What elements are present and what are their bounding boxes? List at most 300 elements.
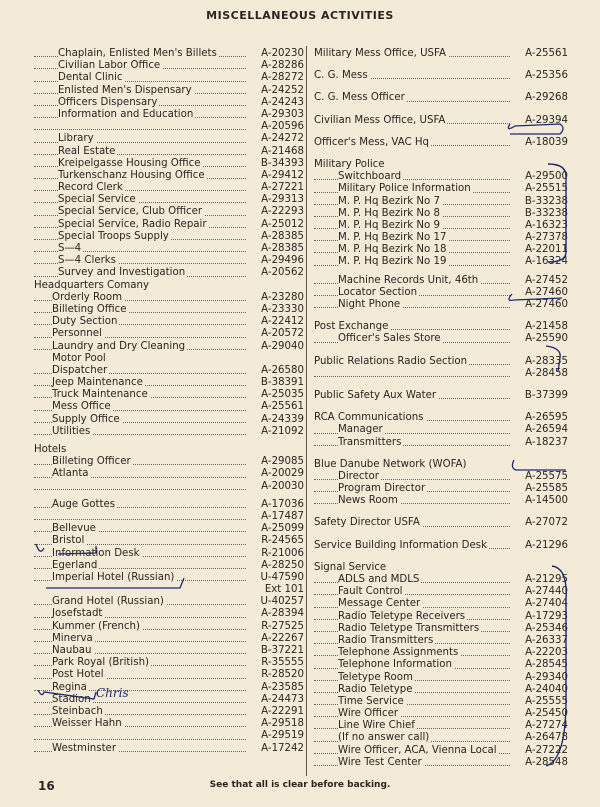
entry-label: Truck Maintenance — [52, 389, 148, 401]
entry-label: Bristol — [52, 535, 85, 547]
entry-phone-number: B-33238 — [524, 207, 568, 219]
directory-entry — [34, 158, 304, 170]
directory-entry — [314, 115, 568, 127]
entry-label: Special Troops Supply — [58, 230, 169, 242]
entry-label: Hotels — [34, 444, 67, 455]
entry-phone-number: A-20030 — [261, 480, 304, 492]
dot-leader — [314, 375, 510, 377]
entry-label: Josefstadt — [52, 608, 103, 620]
entry-label: Wire Test Center — [338, 756, 422, 768]
entry-phone-number: A-27221 — [261, 182, 304, 194]
entry-phone-number: A-22267 — [261, 632, 304, 644]
entry-label: Post Exchange — [314, 321, 389, 333]
entry-label: M. P. Hq Bezirk No 19 — [338, 256, 447, 268]
entry-label: Service Building Information Desk — [314, 539, 487, 551]
entry-phone-number: A-23280 — [261, 291, 304, 303]
entry-phone-number: A-28458 — [525, 367, 568, 379]
directory-entry — [314, 437, 568, 449]
entry-label: Time Service — [338, 695, 404, 707]
entry-phone-number: A-28545 — [525, 659, 568, 671]
entry-label: Special Service, Club Officer — [58, 206, 203, 218]
directory-entry — [34, 645, 304, 657]
entry-label: S—4 — [58, 243, 82, 254]
directory-entry — [314, 137, 568, 149]
directory-entry — [34, 621, 304, 633]
entry-label: Public Safety Aux Water — [314, 389, 437, 401]
entry-label: Weisser Hahn — [52, 718, 122, 730]
entry-label: Bellevue — [52, 523, 96, 535]
directory-entry — [34, 444, 304, 456]
directory-entry — [314, 659, 568, 671]
directory-entry — [314, 275, 568, 287]
entry-label: ADLS and MDLS — [338, 574, 420, 585]
directory-entry — [314, 171, 568, 183]
handwritten-name: Chris — [96, 686, 129, 700]
dot-leader — [34, 128, 246, 130]
directory-entry — [34, 572, 304, 584]
directory-entry — [314, 757, 568, 769]
entry-phone-number: A-29313 — [261, 194, 304, 206]
entry-phone-number: U-47590 — [260, 571, 304, 583]
directory-entry — [314, 220, 568, 232]
entry-label: Atlanta — [52, 468, 89, 480]
entry-label: (If no answer call) — [338, 732, 430, 744]
entry-phone-number: A-22291 — [261, 705, 304, 717]
directory-entry — [314, 48, 568, 60]
entry-phone-number: A-20562 — [261, 267, 304, 279]
entry-phone-number: A-27460 — [525, 299, 568, 310]
directory-entry — [34, 401, 304, 413]
entry-label: Line Wire Chief — [338, 720, 415, 732]
entry-phone-number: A-23330 — [261, 303, 304, 315]
entry-phone-number: A-21468 — [261, 145, 304, 157]
directory-entry — [34, 341, 304, 353]
directory-entry — [314, 540, 568, 552]
entry-phone-number: A-16323 — [525, 219, 568, 231]
entry-label: Billeting Officer — [52, 456, 131, 468]
entry-phone-number: A-25590 — [525, 333, 568, 345]
entry-phone-number: A-27274 — [525, 720, 568, 732]
entry-label: Military Police — [314, 158, 385, 170]
entry-phone-number: A-27378 — [525, 232, 568, 244]
directory-entry — [34, 243, 304, 255]
directory-entry — [314, 208, 568, 220]
entry-phone-number: A-29500 — [525, 171, 568, 183]
entry-label: Radio Teletype Receivers — [338, 610, 466, 622]
directory-entry — [34, 194, 304, 206]
entry-phone-number: A-26580 — [261, 364, 304, 376]
entry-label: Westminster — [52, 742, 117, 754]
entry-label: Blue Danube Network (WOFA) — [314, 458, 467, 470]
directory-entry — [314, 672, 568, 684]
entry-phone-number: A-24473 — [261, 693, 304, 705]
directory-entry — [314, 708, 568, 720]
directory-entry — [34, 596, 304, 608]
directory-entry — [34, 456, 304, 468]
directory-entry — [314, 471, 568, 483]
directory-entry — [314, 495, 568, 507]
directory-entry — [314, 159, 568, 171]
directory-entry — [314, 684, 568, 696]
directory-entry — [34, 48, 304, 60]
directory-entry — [314, 287, 568, 299]
entry-label: Personnel — [52, 328, 102, 340]
entry-phone-number: A-25346 — [525, 622, 568, 634]
entry-label: Kummer (French) — [52, 620, 140, 632]
entry-phone-number: A-17293 — [525, 610, 568, 622]
entry-phone-number: A-28250 — [261, 559, 304, 571]
entry-phone-number: A-29268 — [525, 92, 568, 104]
directory-entry — [314, 368, 568, 380]
entry-phone-number: A-24252 — [261, 84, 304, 96]
directory-entry — [34, 170, 304, 182]
directory-entry — [34, 304, 304, 316]
entry-label: Officers Dispensary — [58, 96, 158, 108]
entry-phone-number: A-16324 — [525, 256, 568, 268]
entry-phone-number: A-25356 — [525, 70, 568, 82]
entry-phone-number: A-28385 — [261, 243, 304, 254]
entry-phone-number: U-40257 — [260, 596, 304, 608]
entry-phone-number: A-21458 — [525, 321, 568, 333]
entry-phone-number: A-27460 — [525, 286, 568, 298]
entry-label: Military Mess Office, USFA — [314, 48, 446, 59]
entry-label: Transmitters — [338, 436, 402, 448]
entry-label: Special Service — [58, 194, 136, 206]
entry-label: Real Estate — [58, 145, 116, 157]
entry-phone-number: A-27222 — [525, 744, 568, 756]
entry-label: Officer's Sales Store — [338, 333, 441, 345]
entry-label: Kreipelgasse Housing Office — [58, 157, 201, 169]
entry-label: Minerva — [52, 632, 93, 644]
entry-label: Auge Gottes — [52, 498, 116, 510]
directory-entry — [34, 730, 304, 742]
entry-phone-number: A-22412 — [261, 316, 304, 328]
entry-phone-number: A-25450 — [525, 708, 568, 720]
directory-entry — [314, 412, 568, 424]
entry-label: Fault Control — [338, 586, 403, 598]
entry-label: Night Phone — [338, 299, 401, 310]
entry-phone-number: A-29040 — [261, 340, 304, 352]
entry-label: Information and Education — [58, 108, 194, 120]
entry-label: Motor Pool — [52, 352, 106, 364]
entry-label: C. G. Mess — [314, 70, 368, 82]
entry-phone-number: A-29412 — [261, 169, 304, 181]
entry-label: Post Hotel — [52, 669, 104, 681]
entry-phone-number: A-24339 — [261, 413, 304, 425]
directory-entry — [34, 633, 304, 645]
entry-phone-number: A-25515 — [525, 183, 568, 195]
directory-entry — [314, 183, 568, 195]
directory-entry — [314, 635, 568, 647]
directory-entry — [314, 424, 568, 436]
left-column — [34, 48, 304, 755]
directory-entry — [314, 333, 568, 345]
entry-phone-number: A-25561 — [261, 401, 304, 413]
directory-entry — [34, 669, 304, 681]
entry-label: Headquarters Comany — [34, 279, 149, 291]
entry-label: Special Service, Radio Repair — [58, 218, 207, 230]
entry-phone-number: B-38391 — [260, 377, 304, 389]
directory-entry — [34, 511, 304, 523]
entry-phone-number: A-26478 — [525, 732, 568, 744]
directory-entry — [314, 356, 568, 368]
entry-phone-number: A-27072 — [525, 517, 568, 529]
directory-entry — [34, 328, 304, 340]
entry-label: Naubau — [52, 645, 92, 656]
footer-note: See that all is clear before backing. — [209, 780, 391, 790]
entry-label: Dental Clinic — [58, 72, 123, 84]
entry-phone-number: A-14500 — [525, 495, 568, 507]
directory-entry — [34, 426, 304, 438]
directory-entry — [34, 353, 304, 365]
entry-phone-number: A-29496 — [261, 255, 304, 267]
entry-phone-number: A-28548 — [525, 756, 568, 768]
entry-phone-number: A-29340 — [525, 671, 568, 683]
directory-entry — [314, 732, 568, 744]
directory-entry — [314, 321, 568, 333]
directory-entry — [34, 499, 304, 511]
directory-entry — [34, 316, 304, 328]
entry-label: Switchboard — [338, 171, 402, 183]
entry-phone-number: B-34393 — [260, 157, 304, 169]
directory-entry — [314, 562, 568, 574]
entry-phone-number: R-28520 — [261, 669, 304, 681]
entry-phone-number: A-28286 — [261, 60, 304, 72]
directory-entry — [314, 574, 568, 586]
entry-phone-number: B-33238 — [524, 195, 568, 207]
entry-phone-number: A-28335 — [525, 355, 568, 367]
entry-phone-number: A-26337 — [525, 634, 568, 646]
entry-phone-number: A-20596 — [261, 121, 304, 133]
entry-label: Egerland — [52, 559, 98, 571]
entry-label: Safety Director USFA — [314, 517, 420, 529]
entry-label: Message Center — [338, 598, 421, 610]
directory-entry — [314, 232, 568, 244]
directory-entry — [314, 647, 568, 659]
dot-leader — [34, 488, 246, 490]
page-title: MISCELLANEOUS ACTIVITIES — [206, 9, 394, 22]
entry-label: RCA Communications — [314, 412, 424, 424]
entry-label: Library — [58, 133, 94, 145]
right-column — [314, 48, 568, 769]
directory-entry — [314, 517, 568, 529]
entry-phone-number: A-24040 — [525, 683, 568, 695]
entry-phone-number: A-25012 — [261, 218, 304, 230]
dot-leader — [34, 518, 246, 520]
entry-label: Wire Officer, ACA, Vienna Local — [338, 744, 497, 756]
directory-entry — [34, 584, 304, 596]
directory-entry — [34, 280, 304, 292]
directory-entry — [34, 389, 304, 401]
entry-phone-number: A-28272 — [261, 72, 304, 84]
entry-label: M. P. Hq Bezirk No 8 — [338, 207, 440, 219]
directory-entry — [34, 377, 304, 389]
entry-phone-number: A-25575 — [525, 470, 568, 482]
entry-label: Radio Teletype — [338, 683, 413, 695]
entry-label: Steinbach — [52, 705, 103, 717]
entry-phone-number: A-29303 — [261, 108, 304, 120]
entry-phone-number: A-29085 — [261, 456, 304, 468]
entry-label: Enlisted Men's Dispensary — [58, 84, 192, 96]
entry-phone-number: A-23585 — [261, 681, 304, 693]
directory-entry — [314, 623, 568, 635]
entry-phone-number: A-21295 — [525, 574, 568, 585]
entry-phone-number: A-27452 — [525, 274, 568, 286]
entry-phone-number: A-29394 — [525, 114, 568, 126]
entry-phone-number: Ext 101 — [264, 584, 304, 596]
entry-label: Machine Records Unit, 46th — [338, 274, 479, 286]
entry-phone-number: A-24272 — [261, 133, 304, 145]
directory-entry — [34, 743, 304, 755]
directory-entry — [314, 299, 568, 311]
entry-label: Survey and Investigation — [58, 267, 186, 279]
entry-label: Radio Transmitters — [338, 634, 434, 646]
entry-phone-number: A-29519 — [261, 730, 304, 742]
entry-phone-number: A-26594 — [525, 424, 568, 436]
directory-entry — [314, 483, 568, 495]
entry-label: Mess Office — [52, 401, 111, 413]
directory-entry — [34, 219, 304, 231]
directory-entry — [34, 468, 304, 480]
directory-entry — [34, 560, 304, 572]
entry-phone-number: R-27525 — [261, 620, 304, 632]
entry-label: Park Royal (British) — [52, 657, 149, 669]
entry-label: Dispatcher — [52, 364, 108, 376]
entry-phone-number: R-21006 — [261, 547, 304, 559]
directory-entry — [34, 255, 304, 267]
column-divider — [306, 46, 307, 776]
entry-phone-number: A-27440 — [525, 586, 568, 598]
entry-phone-number: A-17036 — [261, 498, 304, 510]
entry-phone-number: A-17242 — [261, 742, 304, 754]
entry-label: Chaplain, Enlisted Men's Billets — [58, 48, 217, 59]
entry-label: M. P. Hq Bezirk No 7 — [338, 195, 440, 207]
directory-entry — [34, 146, 304, 158]
directory-entry — [34, 206, 304, 218]
directory-entry — [34, 694, 304, 706]
directory-entry — [34, 481, 304, 493]
directory-entry — [34, 121, 304, 133]
entry-phone-number: A-20029 — [261, 468, 304, 480]
directory-entry — [314, 92, 568, 104]
directory-entry — [314, 459, 568, 471]
entry-phone-number: B-37399 — [524, 389, 568, 401]
entry-label: Imperial Hotel (Russian) — [52, 571, 175, 583]
entry-label: Supply Office — [52, 413, 120, 425]
entry-phone-number: A-25555 — [525, 695, 568, 707]
directory-entry — [34, 60, 304, 72]
directory-entry — [314, 611, 568, 623]
directory-entry — [314, 390, 568, 402]
entry-phone-number: R-35555 — [261, 657, 304, 669]
entry-label: C. G. Mess Officer — [314, 92, 405, 104]
entry-label: Civilian Mess Office, USFA — [314, 114, 446, 126]
entry-label: Record Clerk — [58, 182, 123, 194]
directory-entry — [314, 256, 568, 268]
entry-label: Director — [338, 470, 379, 482]
entry-label: Wire Officer — [338, 708, 399, 720]
entry-phone-number: A-28394 — [261, 608, 304, 620]
directory-entry — [34, 85, 304, 97]
entry-label: Teletype Room — [338, 671, 413, 683]
entry-label: Military Police Information — [338, 183, 471, 195]
directory-entry — [34, 535, 304, 547]
entry-phone-number: A-21092 — [261, 425, 304, 437]
entry-label: Public Relations Radio Section — [314, 355, 468, 367]
directory-entry — [34, 97, 304, 109]
entry-phone-number: A-25035 — [261, 389, 304, 401]
directory-entry — [314, 598, 568, 610]
entry-label: Civilian Labor Office — [58, 60, 161, 72]
directory-entry — [314, 244, 568, 256]
entry-label: Laundry and Dry Cleaning — [52, 340, 186, 352]
entry-phone-number: A-18039 — [525, 136, 568, 148]
entry-phone-number: A-25561 — [525, 48, 568, 59]
directory-entry — [34, 657, 304, 669]
entry-label: Regina — [52, 681, 87, 693]
entry-phone-number: B-37221 — [260, 645, 304, 656]
entry-phone-number: A-26595 — [525, 412, 568, 424]
entry-label: Locator Section — [338, 286, 418, 298]
entry-phone-number: A-25099 — [261, 523, 304, 535]
entry-label: Program Director — [338, 483, 426, 495]
entry-label: Grand Hotel (Russian) — [52, 596, 164, 608]
directory-entry — [34, 718, 304, 730]
directory-entry — [314, 196, 568, 208]
entry-label: News Room — [338, 495, 398, 507]
entry-phone-number: A-21296 — [525, 539, 568, 551]
directory-entry — [34, 292, 304, 304]
directory-entry — [34, 548, 304, 560]
entry-label: M. P. Hq Bezirk No 17 — [338, 232, 447, 244]
entry-label: Turkenschanz Housing Office — [58, 169, 205, 181]
directory-entry — [34, 414, 304, 426]
directory-entry — [34, 133, 304, 145]
entry-label: Orderly Room — [52, 291, 123, 303]
directory-entry — [34, 182, 304, 194]
entry-label: Radio Teletype Transmitters — [338, 622, 480, 634]
directory-entry — [34, 523, 304, 535]
entry-label: Officer's Mess, VAC Hq — [314, 136, 430, 148]
entry-phone-number: A-28385 — [261, 230, 304, 242]
entry-label: Information Desk — [52, 547, 140, 559]
entry-phone-number: A-22011 — [525, 244, 568, 256]
entry-label: M. P. Hq Bezirk No 18 — [338, 244, 447, 256]
entry-phone-number: A-17487 — [261, 510, 304, 522]
entry-phone-number: A-22293 — [261, 206, 304, 218]
page-number: 16 — [38, 779, 55, 793]
directory-entry — [34, 608, 304, 620]
directory-entry — [34, 109, 304, 121]
directory-entry — [34, 682, 304, 694]
entry-label: Billeting Office — [52, 303, 127, 315]
directory-entry — [314, 70, 568, 82]
directory-entry — [34, 72, 304, 84]
entry-phone-number: A-29518 — [261, 718, 304, 730]
entry-phone-number: A-18237 — [525, 436, 568, 448]
entry-label: S—4 Clerks — [58, 255, 116, 267]
directory-entry — [34, 365, 304, 377]
directory-entry — [34, 267, 304, 279]
entry-label: Utilities — [52, 425, 91, 437]
entry-phone-number: A-27404 — [525, 598, 568, 610]
entry-label: Manager — [338, 424, 383, 436]
entry-phone-number: A-25585 — [525, 483, 568, 495]
entry-phone-number: A-20230 — [261, 48, 304, 59]
entry-phone-number: A-20572 — [261, 328, 304, 340]
directory-entry — [34, 231, 304, 243]
directory-entry — [314, 586, 568, 598]
